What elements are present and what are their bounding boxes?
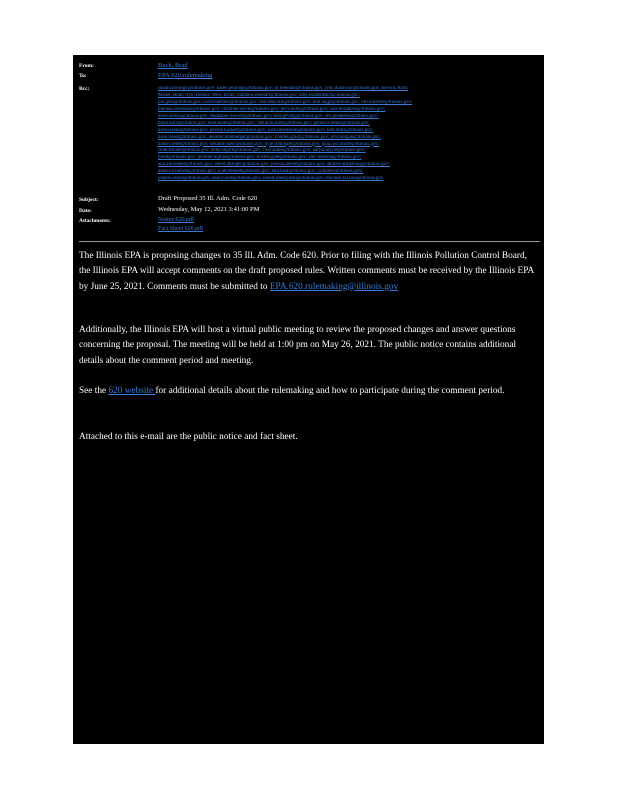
- subject-label: Subject:: [79, 197, 99, 203]
- email-document: [73, 55, 544, 744]
- attachments-label: Attachments:: [79, 218, 111, 224]
- bcc-line[interactable]: [158, 155, 542, 162]
- body-paragraph-4: Attached to this e-mail are the public notice and fact sheet.: [79, 432, 298, 442]
- bcc-line[interactable]: [158, 107, 542, 114]
- body-paragraph-1: [79, 249, 534, 295]
- date-value: Wednesday, May 12, 2021 3:41:00 PM: [158, 206, 260, 213]
- bcc-line-text[interactable]: daniel.deeb@illinois.gov; stefanie.diers@illinois.gov; kyle.rominger@illinois.gov; gina.roccaforte@illinois.gov;: [158, 141, 380, 147]
- attachment-fact-sheet[interactable]: Fact Sheet 620.pdf: [158, 226, 204, 232]
- to-label: To:: [79, 73, 87, 79]
- bcc-line[interactable]: [158, 93, 542, 100]
- bcc-line[interactable]: [158, 100, 542, 107]
- bcc-line-text[interactable]: Mauer, Brad; Nye, Dennis; Weir, Brian; matthew.reinhart@illinois.gov; amy.walkenbach@illinois.gov;: [158, 92, 360, 98]
- website-link[interactable]: 620 website: [108, 386, 156, 396]
- bcc-line-text[interactable]: dawn.hollis@illinois.gov; stephanie.flowers@illinois.gov; kim.geving@illinois.gov; rex.gradeless@illinois.gov;: [158, 113, 379, 119]
- bcc-line[interactable]: [158, 169, 542, 176]
- to-value[interactable]: EPA.620.rulemaking: [158, 72, 213, 79]
- bcc-label: Bcc:: [79, 86, 90, 92]
- bcc-recipient-list: [158, 86, 542, 183]
- bcc-line-text[interactable]: daniel.schulson@illinois.gov; scott.bennett@illinois.gov; tara.hnat@illinois.gov; jwhitney@illinois.gov;: [158, 169, 363, 175]
- bcc-line-text[interactable]: brian.koch@illinois.gov; kent.mohr@illinois.gov; melinda.shaw@illinois.gov; gerald.willhite@illinois.gov;: [158, 120, 370, 126]
- bcc-line-text[interactable]: jon.gotz@illinois.gov; carol.hammel@illinois.gov; dan.heacock@illinois.gov; kim.biggs@illinois.gov; bill.buscher@illinois.gov;: [158, 99, 413, 105]
- bcc-line-text[interactable]: kevin.lesko@illinois.gov; jeremy.hackert@illinois.gov; josh.rubenstein@illinois.gov; tom.mills@illinois.gov;: [158, 127, 374, 133]
- body-paragraph-1-text: The Illinois EPA is proposing changes to 35 Ill. Adm. Code 620. Prior to filing with the Illinois Pollution Control Board, the Illinois EPA will accept comments on the draft proposed rules. Written comments must be received by the Illinois EPA by June 25, 2021. Comments must be submitted to: [79, 251, 534, 292]
- bcc-line[interactable]: [158, 148, 542, 155]
- comment-email-link[interactable]: EPA.620.rulemaking@illinois.gov: [269, 281, 399, 292]
- bcc-line[interactable]: [158, 135, 542, 142]
- subject-value: Draft Proposed 35 Ill. Adm. Code 620: [158, 195, 258, 202]
- body-paragraph-3-intro: See the: [79, 386, 109, 396]
- bcc-line-text[interactable]: chad.fischer@illinois.gov; abby.allgire@illinois.gov; fred.andes@illinois.gov; katy.khayyat@illinois.gov;: [158, 148, 366, 154]
- bcc-line-text[interactable]: thomas.hornshaw@illinois.gov; christine.zeivel@illinois.gov; jerry.kuhn@illinois.gov; sara.terranova@illinois.gov;: [158, 106, 386, 112]
- from-label: From:: [79, 63, 94, 69]
- bcc-line-text[interactable]: jtrent@illinois.gov; jennifer.nijman@illinois.gov; kristen.gale@illinois.gov; alec.messina@illinois.gov;: [158, 155, 362, 161]
- body-paragraph-3-rest: for additional details about the rulemaking and how to participate during the comment period.: [155, 386, 505, 396]
- body-paragraph-3: [79, 384, 534, 399]
- bcc-line-text[interactable]: dave.rieser@illinois.gov; jennifer.bomberger@illinois.gov; charles.grady@illinois.gov; jim.morgan@illinois.gov;: [158, 134, 382, 140]
- body-paragraph-2: Additionally, the Illinois EPA will host a virtual public meeting to review the proposed changes and answer questions concerning the proposal. The meeting will be held at 1:00 pm on May 26, 2021. The public notice contains additional details about the comment period and meeting.: [79, 325, 517, 366]
- bcc-line[interactable]: [158, 114, 542, 121]
- bcc-line-text[interactable]: saudra.nwaogu@illinois.gov; karen.jennings@illinois.gov; jo.freeman@illinois.gov; lynn.dunaway@illinois.gov; Brown, Brad;: [158, 86, 409, 91]
- bcc-line[interactable]: [158, 142, 542, 149]
- bcc-line[interactable]: [158, 121, 542, 128]
- from-value[interactable]: Buck, Brad: [158, 62, 188, 69]
- date-label: Date:: [79, 208, 92, 214]
- header-divider: [79, 241, 540, 242]
- bcc-line[interactable]: [158, 176, 542, 183]
- attachment-notice[interactable]: Notice 620.pdf: [158, 217, 194, 223]
- bcc-line[interactable]: [158, 162, 542, 169]
- bcc-line-text[interactable]: ann.alexander@illinois.gov; albert.ettinger@illinois.gov; jessica.dexter@illinois.gov; andrew.armstrong@illinois.gov;: [158, 162, 390, 168]
- bcc-line-text[interactable]: joanne.olson@illinois.gov; nancy.loeb@illinois.gov; wendy.kleszynski@illinois.gov; michael.lazzara@illinois.gov: [158, 176, 384, 182]
- bcc-line[interactable]: [158, 128, 542, 135]
- bcc-line[interactable]: [158, 86, 542, 93]
